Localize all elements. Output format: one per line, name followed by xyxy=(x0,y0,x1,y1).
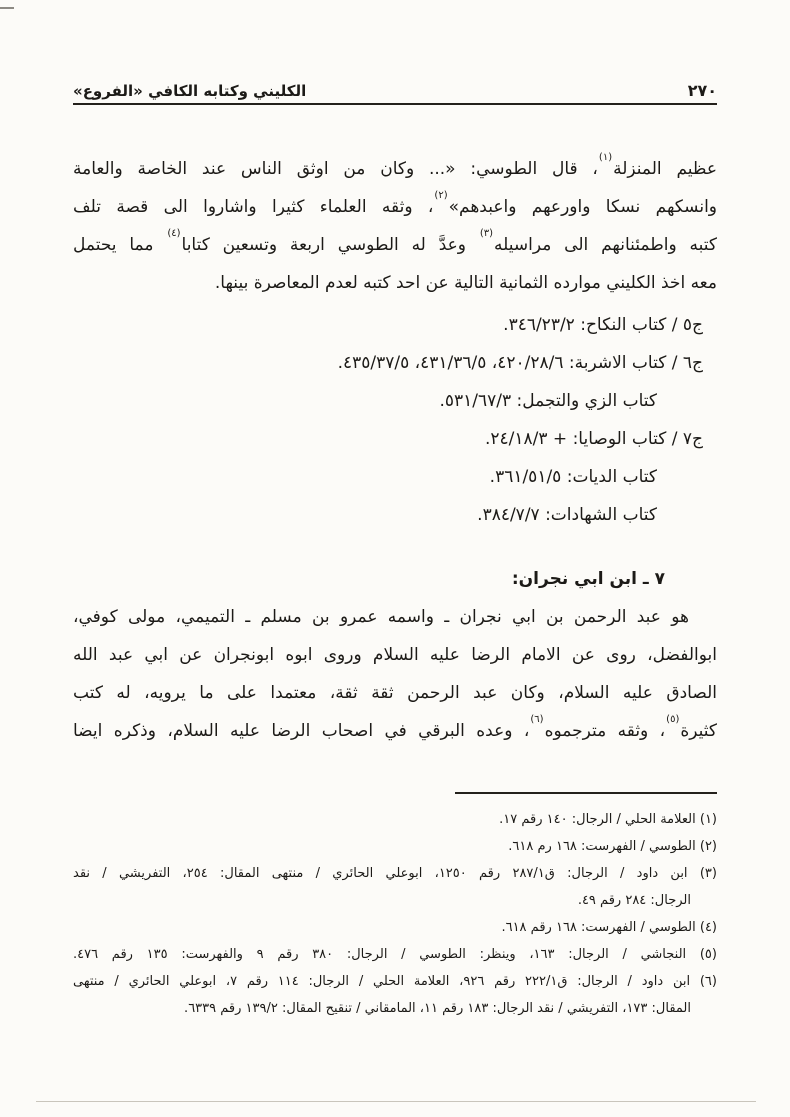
source-list-item: كتاب الديات: ٣٦١/٥١/٥. xyxy=(489,467,657,487)
footnote-line: (٣) ابن داود / الرجال: ق٢٨٧/١ رقم ١٢٥٠، ابوعلي الحائري / منتهى المقال: ٢٥٤، التفريشي / نقد xyxy=(73,866,717,881)
paragraph-ibn-abi-najran xyxy=(73,598,717,750)
source-list-item: ج٧ / كتاب الوصايا: + ٢٤/١٨/٣. xyxy=(485,429,703,449)
footnote-ref-marker: (٢) xyxy=(434,190,448,202)
scan-artifact-top-left xyxy=(0,7,14,9)
text-line: عظيم المنزلة$^{(١)}$، قال الطوسي: «... وكان من اوثق الناس عند الخاصة والعامة xyxy=(73,152,717,179)
text-line: هو عبد الرحمن بن ابي نجران ـ واسمه عمرو بن مسلم ـ التميمي، مولى كوفي، xyxy=(73,607,689,627)
footnote-ref-marker: (٤) xyxy=(167,228,181,240)
footnotes-section xyxy=(73,806,717,1022)
footnote-line: (١) العلامة الحلي / الرجال: ١٤٠ رقم ١٧. xyxy=(499,812,717,827)
footnote-ref-marker: (٥) xyxy=(666,714,680,726)
footnote-line: الرجال: ٢٨٤ رقم ٤٩. xyxy=(577,893,691,908)
scan-artifact-bottom-line xyxy=(36,1101,756,1102)
source-list-item: كتاب الشهادات: ٣٨٤/٧/٧. xyxy=(477,505,657,525)
kafi-sources-list xyxy=(73,306,717,534)
footnote-line: المقال: ١٧٣، التفريشي / نقد الرجال: ١٨٣ رقم ١١، المامقاني / تنقيح المقال: ١٣٩/٢ رقم ٦٣٣٩. xyxy=(184,1001,691,1016)
footnote-ref-marker: (١) xyxy=(598,152,613,164)
text-line: كثيرة$^{(٥)}$، وثقه مترجموه$^{(٦)}$، وعده البرقي في اصحاب الرضا عليه السلام، وذكره ايضا xyxy=(73,714,717,741)
section-heading-container xyxy=(73,560,717,598)
source-list-item: ج٥ / كتاب النكاح: ٣٤٦/٢٣/٢. xyxy=(503,315,703,335)
footnote-line: (٤) الطوسي / الفهرست: ١٦٨ رقم ٦١٨. xyxy=(501,920,717,935)
footnote-ref-marker: (٣) xyxy=(479,228,493,240)
footnote-separator xyxy=(455,792,717,794)
footnote-line: (٦) ابن داود / الرجال: ق٢٢٢/١ رقم ٩٢٦، العلامة الحلي / الرجال: ١١٤ رقم ٧، ابوعلي الحائري / منتهى xyxy=(73,974,717,989)
footnote-ref-marker: (٦) xyxy=(530,714,544,726)
text-line: معه اخذ الكليني موارده الثمانية التالية عن احد كتبه لعدم المعاصرة بينها. xyxy=(214,273,717,293)
footnote-line: (٥) النجاشي / الرجال: ١٦٣، وينظر: الطوسي / الرجال: ٣٨٠ رقم ٩ والفهرست: ١٣٥ رقم ٤٧٦. xyxy=(73,947,717,962)
source-list-item: كتاب الزي والتجمل: ٥٣١/٦٧/٣. xyxy=(439,391,657,411)
section-heading: ٧ ـ ابن ابي نجران: xyxy=(511,569,665,589)
page-number: ٢٧٠ xyxy=(687,81,717,100)
paragraph-tusi-quote xyxy=(73,150,717,302)
running-header-title: الكليني وكتابه الكافي «الفروع» xyxy=(73,82,307,100)
text-line: الصادق عليه السلام، وكان عبد الرحمن ثقة ثقة، معتمدا على ما يرويه، له كتب xyxy=(73,683,717,703)
text-line: وانسكهم نسكا واورعهم واعبدهم»$^{(٢)}$، وثقه العلماء كثيرا واشاروا الى قصة تلف xyxy=(73,190,717,217)
text-line: كتبه واطمئنانهم الى مراسيله$^{(٣)}$ وعدَّ له الطوسي اربعة وتسعين كتابا$^{(٤)}$ مما يحتمل xyxy=(73,228,717,255)
footnote-line: (٢) الطوسي / الفهرست: ١٦٨ رم ٦١٨. xyxy=(508,839,717,854)
page-header xyxy=(73,76,717,100)
header-rule xyxy=(73,103,717,105)
source-list-item: ج٦ / كتاب الاشربة: ٤٢٠/٢٨/٦، ٤٣١/٣٦/٥، ٤٣٥/٣٧/٥. xyxy=(337,353,703,373)
text-line: ابوالفضل، روى عن الامام الرضا عليه السلام وروى ابوه ابونجران عن ابي عبد الله xyxy=(73,645,717,665)
